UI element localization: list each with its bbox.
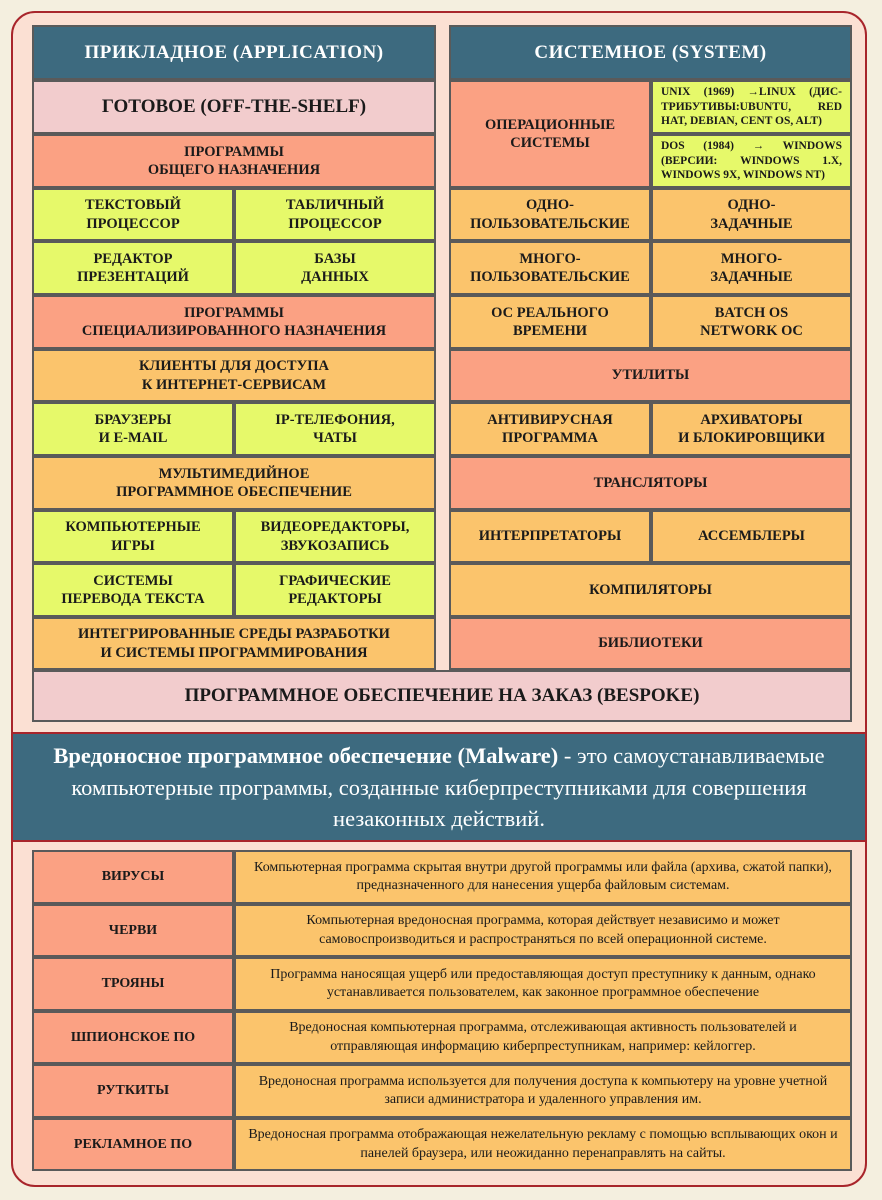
ide-systems: ИНТЕГРИРОВАННЫЕ СРЕДЫ РАЗРАБОТКИ И СИСТЕМЫ ПРОГРАММИРОВАНИЯ [32,617,436,670]
interpreters: ИНТЕРПРЕТАТОРЫ [449,510,651,563]
malware-description: - это самоустанавливаемые компьютерные программы, созданные киберпреступниками для совершения незаконных действий. [71,743,825,831]
malware-name: РУТКИТЫ [32,1064,234,1118]
single-user: ОДНО- ПОЛЬЗОВАТЕЛЬСКИЕ [449,188,651,241]
specialized-programs: ПРОГРАММЫ СПЕЦИАЛИЗИРОВАННОГО НАЗНАЧЕНИЯ [32,295,436,349]
presentation-editor: РЕДАКТОР ПРЕЗЕНТАЦИЙ [32,241,234,295]
text-processor: ТЕКСТОВЫЙ ПРОЦЕССОР [32,188,234,241]
ip-telephony-chats: IP-ТЕЛЕФОНИЯ, ЧАТЫ [234,402,436,456]
malware-name: ТРОЯНЫ [32,957,234,1011]
spreadsheet-processor: ТАБЛИЧНЫЙ ПРОЦЕССОР [234,188,436,241]
multi-task: МНОГО- ЗАДАЧНЫЕ [651,241,852,295]
operating-systems: ОПЕРАЦИОННЫЕ СИСТЕМЫ [449,80,651,188]
bespoke-software: ПРОГРАММНОЕ ОБЕСПЕЧЕНИЕ НА ЗАКАЗ (BESPOKE) [32,670,852,722]
databases: БАЗЫ ДАННЫХ [234,241,436,295]
archivers: АРХИВАТОРЫ И БЛОКИРОВЩИКИ [651,402,852,456]
translators: ТРАНСЛЯТОРЫ [449,456,852,510]
assemblers: АССЕМБЛЕРЫ [651,510,852,563]
realtime-os: ОС РЕАЛЬНОГО ВРЕМЕНИ [449,295,651,349]
translation-systems: СИСТЕМЫ ПЕРЕВОДА ТЕКСТА [32,563,234,617]
malware-desc: Вредоносная программа используется для получения доступа к компьютеру на уровне учетной записи администратора и удаленного управления им. [234,1064,852,1118]
malware-name: ЧЕРВИ [32,904,234,957]
antivirus: АНТИВИРУСНАЯ ПРОГРАММА [449,402,651,456]
graphic-editors: ГРАФИЧЕСКИЕ РЕДАКТОРЫ [234,563,436,617]
malware-name: РЕКЛАМНОЕ ПО [32,1118,234,1171]
malware-desc: Вредоносная программа отображающая нежелательную рекламу с помощью всплывающих окон и панелей браузера, или неожиданно перенаправлять на сайты. [234,1118,852,1171]
browsers-email: БРАУЗЕРЫ И E-MAIL [32,402,234,456]
off-the-shelf-header: ГОТОВОЕ (OFF-THE-SHELF) [32,80,436,134]
unix-note: UNIX (1969) →LINUX (ДИС-ТРИБУТИВЫ:UBUNTU, RED HAT, DEBIAN, CENT OS, ALT) [651,80,852,134]
video-editors: ВИДЕОРЕДАКТОРЫ, ЗВУКОЗАПИСЬ [234,510,436,563]
dos-note: DOS (1984) → WINDOWS (ВЕРСИИ: WINDOWS 1.X, WINDOWS 9X, WINDOWS NT) [651,134,852,188]
multi-user: МНОГО- ПОЛЬЗОВАТЕЛЬСКИЕ [449,241,651,295]
malware-definition [13,732,865,842]
malware-title: Вредоносное программное обеспечение (Malware) [53,743,559,768]
general-purpose-programs: ПРОГРАММЫ ОБЩЕГО НАЗНАЧЕНИЯ [32,134,436,188]
computer-games: КОМПЬЮТЕРНЫЕ ИГРЫ [32,510,234,563]
batch-network-os: BATCH OS NETWORK OC [651,295,852,349]
compilers: КОМПИЛЯТОРЫ [449,563,852,617]
poster-frame [11,11,867,1187]
malware-desc: Компьютерная вредоносная программа, которая действует независимо и может самовоспроизводиться и распространяться по всей операционной системе. [234,904,852,957]
malware-desc: Вредоносная компьютерная программа, отслеживающая активность пользователей и отправляющая информацию киберпреступникам, например: кейлоггер. [234,1011,852,1064]
single-task: ОДНО- ЗАДАЧНЫЕ [651,188,852,241]
malware-desc: Компьютерная программа скрытая внутри другой программы или файла (архива, сжатой папки), предназначенного для нанесения ущерба файловым системам. [234,850,852,904]
application-header: ПРИКЛАДНОЕ (APPLICATION) [32,25,436,80]
libraries: БИБЛИОТЕКИ [449,617,852,670]
malware-name: ВИРУСЫ [32,850,234,904]
malware-desc: Программа наносящая ущерб или предоставляющая доступ преступнику к данным, однако устанавливается пользователем, как законное программное обеспечение [234,957,852,1011]
malware-name: ШПИОНСКОЕ ПО [32,1011,234,1064]
internet-clients: КЛИЕНТЫ ДЛЯ ДОСТУПА К ИНТЕРНЕТ-СЕРВИСАМ [32,349,436,402]
utilities: УТИЛИТЫ [449,349,852,402]
multimedia-software: МУЛЬТИМЕДИЙНОЕ ПРОГРАММНОЕ ОБЕСПЕЧЕНИЕ [32,456,436,510]
system-header: СИСТЕМНОЕ (SYSTEM) [449,25,852,80]
